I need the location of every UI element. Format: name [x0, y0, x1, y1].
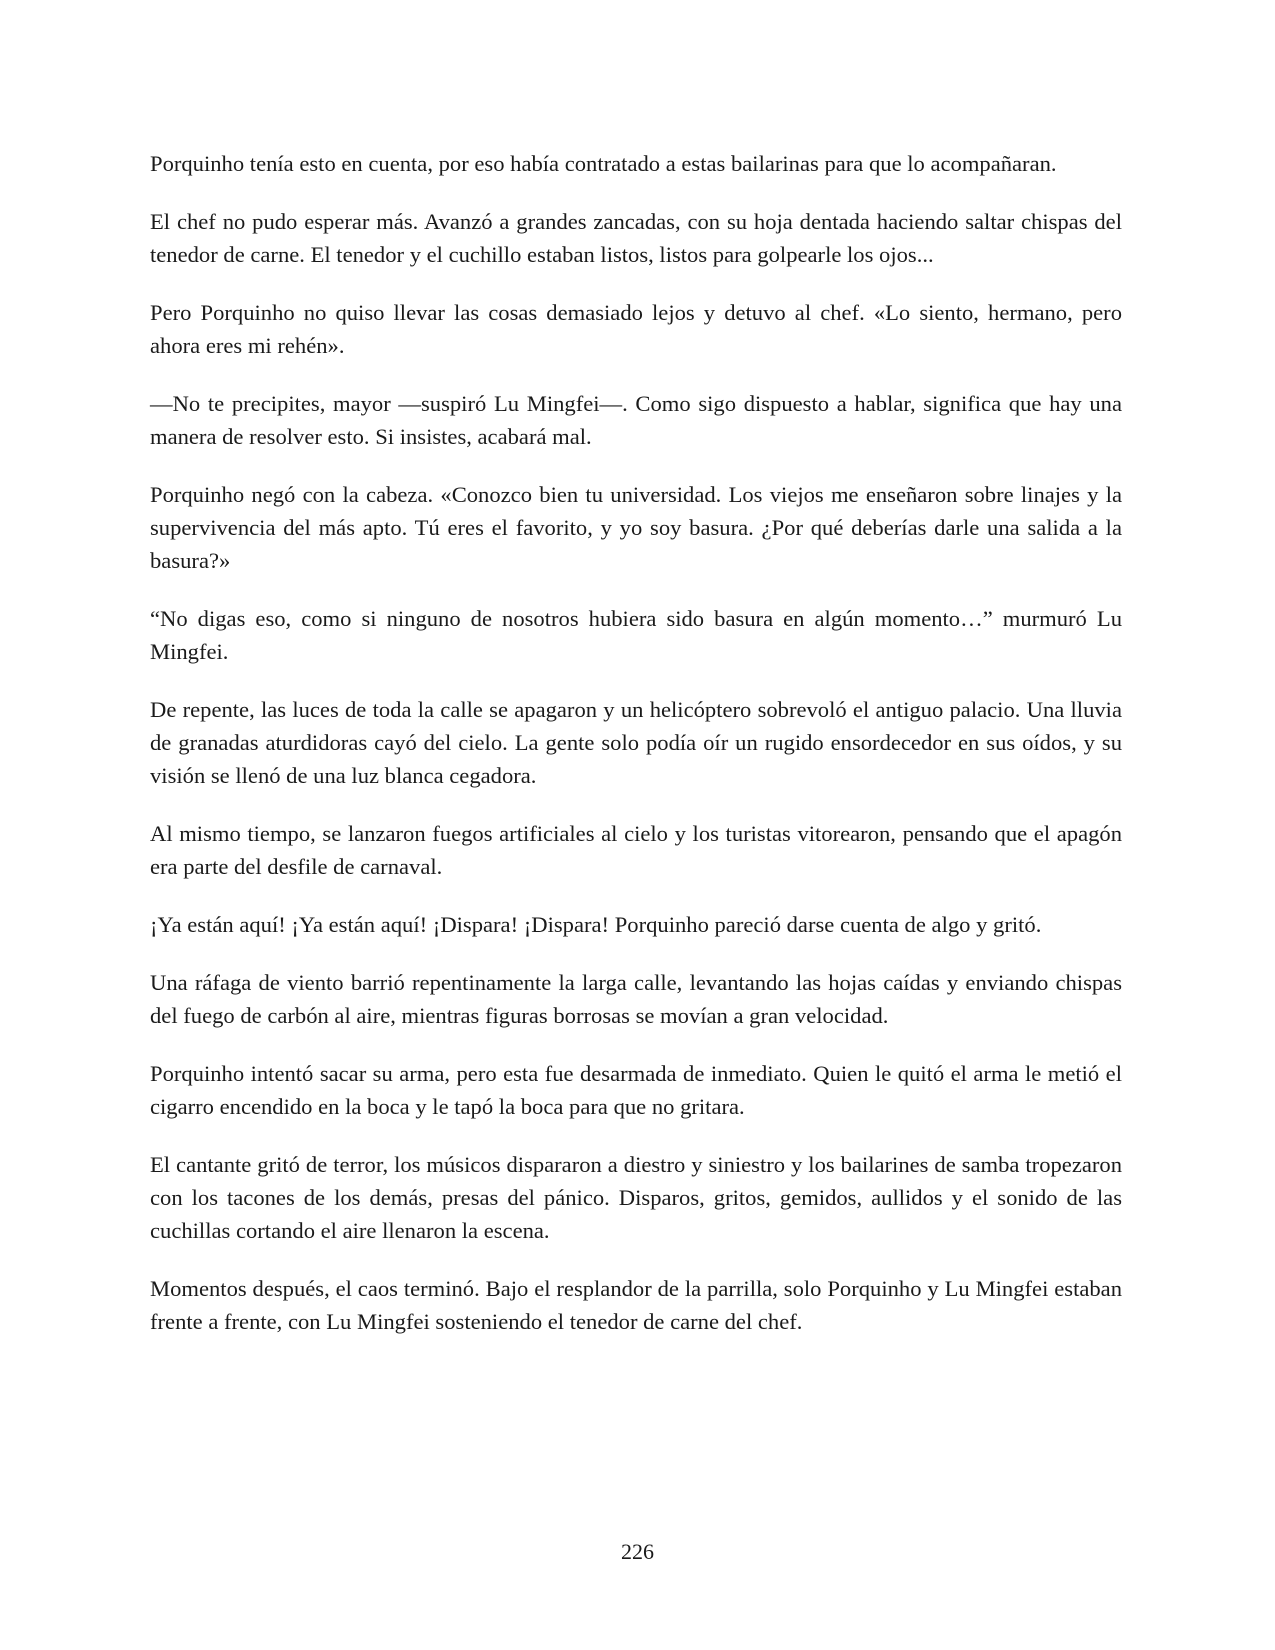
paragraph: Momentos después, el caos terminó. Bajo el resplandor de la parrilla, solo Porquinho y Lu Mingfei estaban frente a frente, con Lu Mingfei sosteniendo el tenedor de carne del chef. — [150, 1276, 1122, 1334]
paragraph: Al mismo tiempo, se lanzaron fuegos artificiales al cielo y los turistas vitorearon, pensando que el apagón era parte del desfile de carnaval. — [150, 821, 1122, 879]
paragraph: “No digas eso, como si ninguno de nosotros hubiera sido basura en algún momento…” murmuró Lu Mingfei. — [150, 606, 1122, 664]
paragraph: Porquinho intentó sacar su arma, pero esta fue desarmada de inmediato. Quien le quitó el arma le metió el cigarro encendido en la boca y le tapó la boca para que no gritara. — [150, 1061, 1122, 1119]
paragraph: Porquinho tenía esto en cuenta, por eso había contratado a estas bailarinas para que lo acompañaran. — [150, 151, 1057, 176]
paragraph: Una ráfaga de viento barrió repentinamente la larga calle, levantando las hojas caídas y enviando chispas del fuego de carbón al aire, mientras figuras borrosas se movían a gran velocidad. — [150, 970, 1122, 1028]
body-text — [150, 147, 1122, 1363]
page-number: 226 — [621, 1539, 654, 1564]
paragraph: Pero Porquinho no quiso llevar las cosas demasiado lejos y detuvo al chef. «Lo siento, hermano, pero ahora eres mi rehén». — [150, 300, 1122, 358]
paragraph: Porquinho negó con la cabeza. «Conozco bien tu universidad. Los viejos me enseñaron sobre linajes y la supervivencia del más apto. Tú eres el favorito, y yo soy basura. ¿Por qué deberías darle una salida a la basura?» — [150, 482, 1122, 573]
paragraph: ¡Ya están aquí! ¡Ya están aquí! ¡Dispara! ¡Dispara! Porquinho pareció darse cuenta de algo y gritó. — [150, 912, 1042, 937]
paragraph: El cantante gritó de terror, los músicos dispararon a diestro y siniestro y los bailarines de samba tropezaron con los tacones de los demás, presas del pánico. Disparos, gritos, gemidos, aullidos y el sonido de las cuchillas cortando el aire llenaron la escena. — [150, 1152, 1122, 1243]
paragraph: El chef no pudo esperar más. Avanzó a grandes zancadas, con su hoja dentada haciendo saltar chispas del tenedor de carne. El tenedor y el cuchillo estaban listos, listos para golpearle los ojos... — [150, 209, 1122, 267]
paragraph: —No te precipites, mayor —suspiró Lu Mingfei—. Como sigo dispuesto a hablar, significa que hay una manera de resolver esto. Si insistes, acabará mal. — [150, 391, 1122, 449]
paragraph: De repente, las luces de toda la calle se apagaron y un helicóptero sobrevoló el antiguo palacio. Una lluvia de granadas aturdidoras cayó del cielo. La gente solo podía oír un rugido ensordecedor en sus oídos, y su visión se llenó de una luz blanca cegadora. — [150, 697, 1122, 788]
